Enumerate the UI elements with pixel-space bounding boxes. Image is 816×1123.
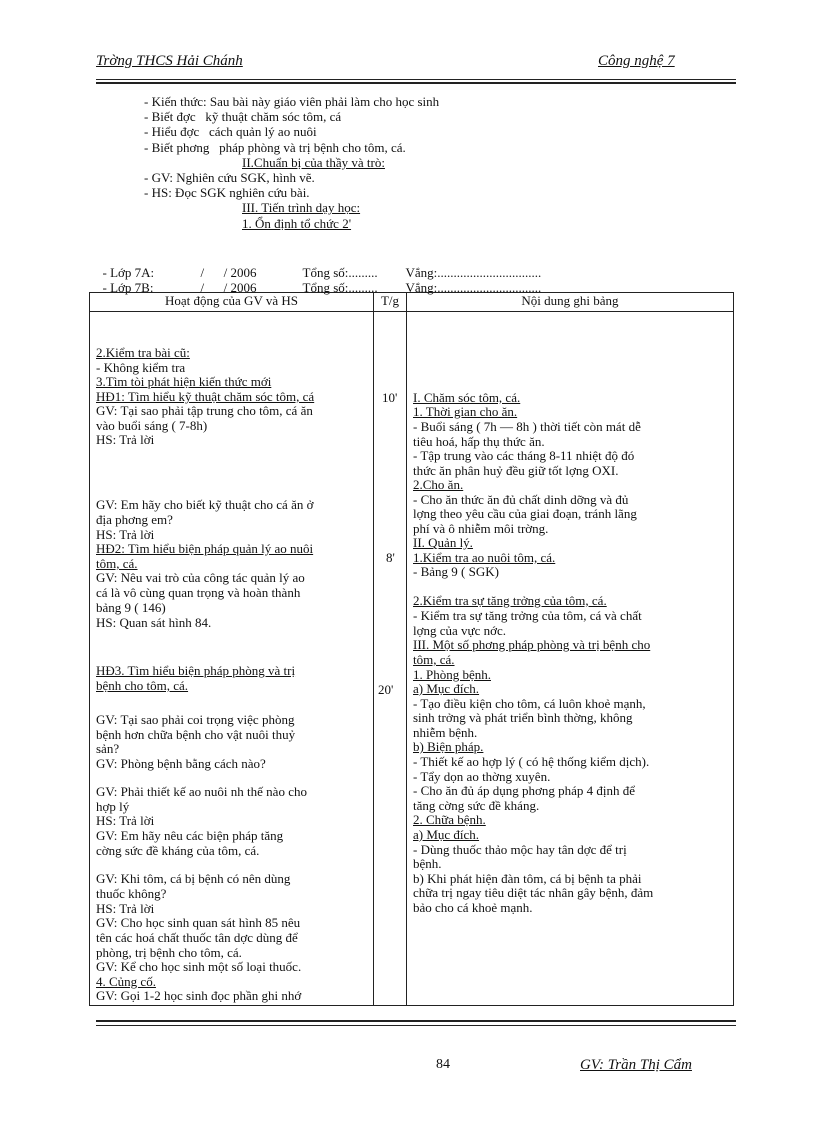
- school-name: Trờng THCS Hải Chánh: [96, 53, 243, 69]
- content-line: - Tập trung vào các tháng 8-11 nhiệt độ đó: [413, 448, 635, 463]
- content-line: - Tạo điều kiện cho tôm, cá luôn khoẻ mạnh,: [413, 696, 646, 711]
- teacher-name: GV: Trần Thị Cẩm: [580, 1057, 692, 1073]
- content-line: a) Mục đích.: [413, 681, 480, 696]
- content-line: lợng của vực nớc.: [413, 623, 506, 638]
- activity-line: GV: Tại sao phải coi trọng việc phòng: [96, 712, 295, 727]
- activity-line: 4. Củng cố.: [96, 974, 156, 989]
- content-line: bảo cho cá khoẻ mạnh.: [413, 900, 533, 915]
- time-value: 10': [382, 390, 398, 405]
- lesson-table: [89, 292, 734, 1006]
- footer-rule-bottom: [96, 1025, 736, 1026]
- activity-line: HS: Trả lời: [96, 527, 155, 542]
- activity-column: [90, 312, 374, 1006]
- content-line: bệnh.: [413, 856, 442, 871]
- content-line: tăng cờng sức đề kháng.: [413, 798, 540, 813]
- section-heading-preparation: II.Chuẩn bị của thầy và trò:: [242, 154, 385, 170]
- time-value: 8': [386, 550, 395, 565]
- activity-line: GV: Phải thiết kế ao nuôi nh thế nào cho: [96, 784, 307, 799]
- content-line: - Bảng 9 ( SGK): [413, 564, 499, 579]
- class-date: / / 2006: [200, 280, 257, 295]
- activity-line: GV: Tại sao phải tập trung cho tôm, cá ăn: [96, 403, 313, 418]
- prep-line: - GV: Nghiên cứu SGK, hình vẽ.: [144, 170, 315, 186]
- class-total: Tổng số:.........: [302, 265, 378, 280]
- content-line: I. Chăm sóc tôm, cá.: [413, 390, 521, 405]
- content-line: 1. Thời gian cho ăn.: [413, 404, 518, 419]
- content-line: sinh trởng và phát triển bình thờng, không: [413, 710, 633, 725]
- activity-line: địa phơng em?: [96, 512, 173, 527]
- content-column: [407, 312, 734, 1006]
- class-name: - Lớp 7A:: [102, 265, 155, 280]
- activity-line: GV: Em hãy nêu các biện pháp tăng: [96, 828, 284, 843]
- content-line: - Kiểm tra sự tăng trởng của tôm, cá và chất: [413, 608, 642, 623]
- content-line: 1.Kiểm tra ao nuôi tôm, cá.: [413, 550, 556, 565]
- objectives: [96, 94, 736, 231]
- content-line: II. Quản lý.: [413, 535, 473, 550]
- activity-line: GV: Phòng bệnh bằng cách nào?: [96, 756, 266, 771]
- class-name: - Lớp 7B:: [102, 280, 154, 295]
- activity-line: cờng sức đề kháng của tôm, cá.: [96, 843, 260, 858]
- time-column: [374, 312, 407, 1006]
- header-rule-bottom: [96, 82, 736, 84]
- activity-line: hợp lý: [96, 799, 130, 814]
- activity-line: sản?: [96, 741, 120, 756]
- content-line: tiêu hoá, hấp thụ thức ăn.: [413, 434, 545, 449]
- activity-line: bệnh hơn chữa bệnh cho vật nuôi thuỷ: [96, 727, 296, 742]
- objective-line: - Hiểu đợc cách quản lý ao nuôi: [144, 124, 317, 140]
- objective-line: - Biết phơng pháp phòng và trị bệnh cho tôm, cá.: [144, 139, 406, 155]
- content-line: phí và ô nhiễm môi trờng.: [413, 521, 549, 536]
- activity-line: GV: Kể cho học sinh một số loại thuốc.: [96, 959, 302, 974]
- activity-line: tôm, cá.: [96, 556, 138, 571]
- header-rule-top: [96, 79, 736, 80]
- activity-line: bệnh cho tôm, cá.: [96, 678, 189, 693]
- time-value: 20': [378, 682, 394, 697]
- content-line: 2.Cho ăn.: [413, 477, 464, 492]
- content-line: b) Biện pháp.: [413, 739, 484, 754]
- activity-line: GV: Em hãy cho biết kỹ thuật cho cá ăn ở: [96, 497, 314, 512]
- objective-line: - Kiến thức: Sau bài này giáo viên phải làm cho học sinh: [144, 94, 440, 109]
- class-absent: Vắng:................................: [405, 280, 542, 295]
- content-line: 2.Kiểm tra sự tăng trởng của tôm, cá.: [413, 593, 607, 608]
- activity-line: HĐ2: Tìm hiểu biện pháp quản lý ao nuôi: [96, 541, 314, 556]
- content-line: - Cho ăn đủ áp dụng phơng pháp 4 định để: [413, 783, 636, 798]
- header-time: T/g: [374, 293, 407, 312]
- content-line: lợng theo yêu cầu của giai đoạn, tránh lãng: [413, 506, 637, 521]
- activity-line: HĐ3. Tìm hiểu biện pháp phòng và trị: [96, 663, 296, 678]
- activity-line: 3.Tìm tòi phát hiện kiến thức mới: [96, 374, 272, 389]
- activity-line: HS: Trả lời: [96, 432, 155, 447]
- content-line: - Thiết kế ao hợp lý ( có hệ thống kiểm dịch).: [413, 754, 650, 769]
- content-line: - Tẩy dọn ao thờng xuyên.: [413, 769, 551, 784]
- content-line: 1. Phòng bệnh.: [413, 667, 491, 682]
- activity-line: vào buổi sáng ( 7-8h): [96, 418, 208, 433]
- content-line: - Cho ăn thức ăn đủ chất dinh dỡng và đủ: [413, 492, 629, 507]
- content-line: a) Mục đích.: [413, 827, 480, 842]
- class-total: Tổng số:.........: [302, 280, 378, 295]
- content-line: tôm, cá.: [413, 652, 455, 667]
- content-line: thức ăn phân huỷ đều giữ tốt lợng OXI.: [413, 463, 619, 478]
- content-line: - Buổi sáng ( 7h — 8h ) thời tiết còn mát dễ: [413, 419, 641, 434]
- activity-line: phòng, trị bệnh cho tôm, cá.: [96, 945, 242, 960]
- content-line: b) Khi phát hiện đàn tôm, cá bị bệnh ta phải: [413, 871, 642, 886]
- content-line: 2. Chữa bệnh.: [413, 812, 486, 827]
- section-heading-process: III. Tiến trình dạy học:: [242, 200, 361, 216]
- content-line: - Dùng thuốc thảo mộc hay tân dợc để trị: [413, 842, 627, 857]
- header-activity: Hoạt động của GV và HS: [90, 293, 374, 312]
- activity-line: HS: Trả lời: [96, 813, 155, 828]
- content-line: III. Một số phơng pháp phòng và trị bệnh cho: [413, 637, 651, 652]
- class-absent: Vắng:................................: [405, 265, 542, 280]
- subject-name: Công nghệ 7: [598, 53, 675, 69]
- activity-line: thuốc không?: [96, 886, 167, 901]
- header-content: Nội dung ghi bảng: [407, 293, 734, 312]
- activity-line: HS: Quan sát hình 84.: [96, 615, 212, 630]
- content-line: chữa trị ngay tiêu diệt tác nhân gây bệnh, đảm: [413, 885, 654, 900]
- activity-line: bảng 9 ( 146): [96, 600, 166, 615]
- activity-line: GV: Khi tôm, cá bị bệnh có nên dùng: [96, 871, 291, 886]
- activity-line: GV: Cho học sinh quan sát hình 85 nêu: [96, 915, 301, 930]
- objective-line: - Biết đợc kỹ thuật chăm sóc tôm, cá: [144, 109, 342, 125]
- page-number: 84: [436, 1057, 450, 1072]
- content-line: nhiễm bệnh.: [413, 725, 478, 740]
- activity-line: cá là vô cùng quan trọng và hoàn thành: [96, 585, 301, 600]
- activity-line: HS: Trả lời: [96, 901, 155, 916]
- activity-line: tên các hoá chất thuốc tân dợc dùng để: [96, 930, 298, 945]
- activity-line: HĐ1: Tìm hiểu kỹ thuật chăm sóc tôm, cá: [96, 389, 315, 404]
- activity-line: GV: Nêu vai trò của công tác quản lý ao: [96, 570, 305, 585]
- activity-line: 2.Kiểm tra bài cũ:: [96, 345, 190, 360]
- activity-line: - Không kiểm tra: [96, 360, 186, 375]
- footer-rule-top: [96, 1020, 736, 1022]
- prep-line: - HS: Đọc SGK nghiên cứu bài.: [144, 185, 310, 201]
- activity-line: GV: Gọi 1-2 học sinh đọc phần ghi nhớ: [96, 988, 302, 1003]
- class-date: / / 2006: [200, 265, 257, 280]
- subsection-heading-organization: 1. Ổn định tổ chức 2': [242, 215, 352, 231]
